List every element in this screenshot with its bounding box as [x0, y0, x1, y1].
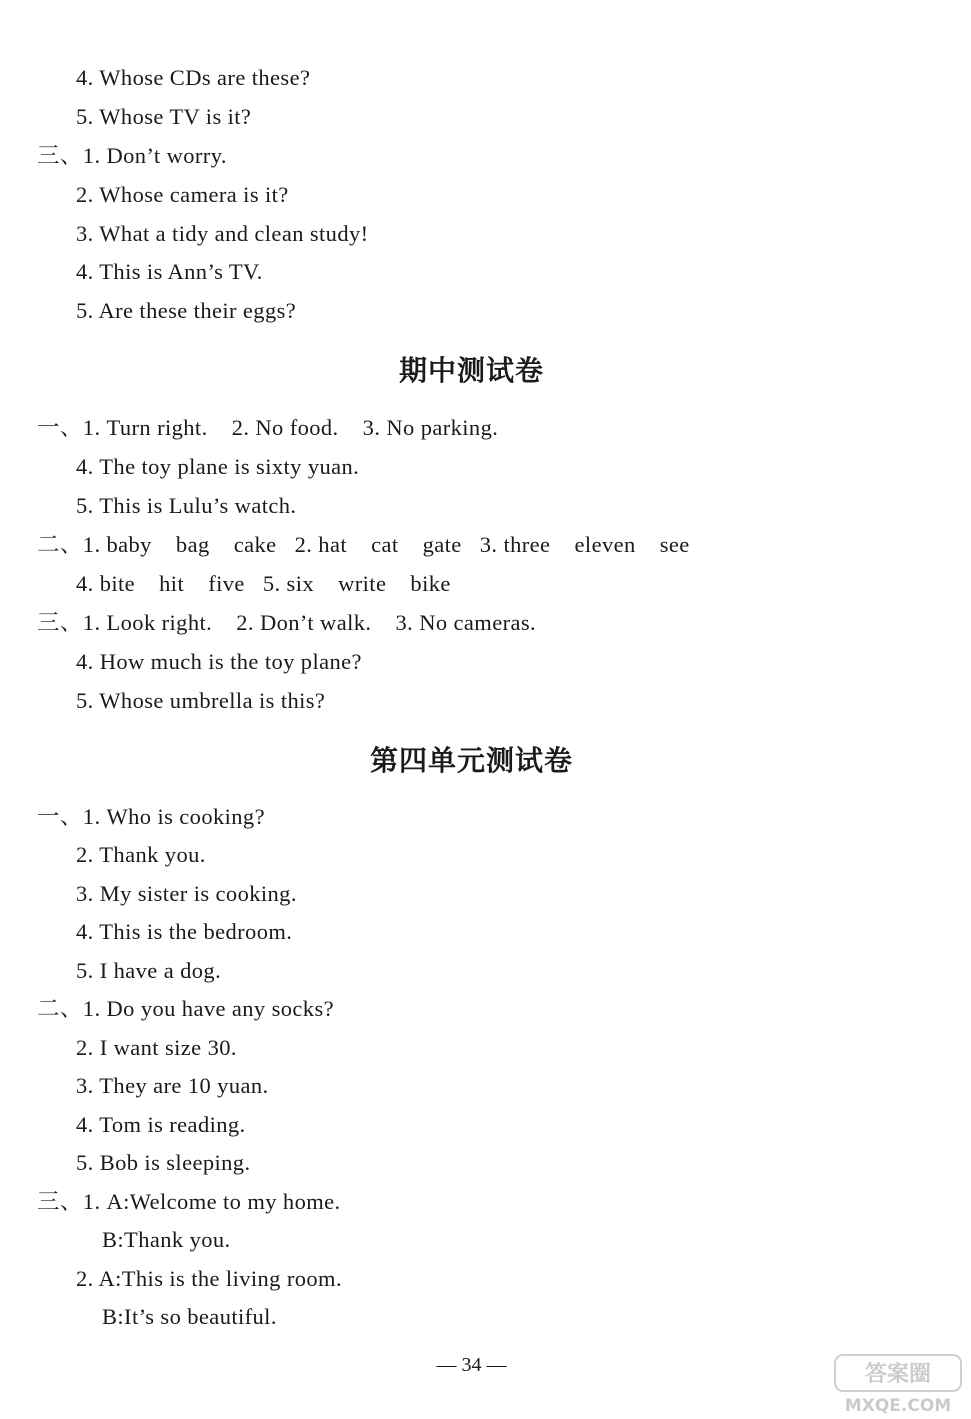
answer-line: 4. bite hit five 5. six write bike: [76, 571, 451, 596]
section-3-answer-line: 三、1. Don’t worry.: [37, 143, 227, 168]
answer-line: 2. I want size 30.: [76, 1035, 237, 1060]
page-number: — 34 —: [436, 1354, 507, 1376]
section-1-answer-line: 一、1. Turn right. 2. No food. 3. No parking.: [37, 415, 499, 440]
answer-line: 4. This is the bedroom.: [76, 919, 293, 944]
section-1-answer-line: 一、1. Who is cooking?: [37, 804, 265, 829]
watermark-logo: [833, 1353, 963, 1415]
section-2-answer-line: 二、1. baby bag cake 2. hat cat gate 3. three eleven see: [37, 532, 690, 557]
answer-line: 5. Are these their eggs?: [76, 298, 297, 323]
answer-line: 4. Tom is reading.: [76, 1112, 246, 1137]
answer-line: 5. Whose umbrella is this?: [76, 688, 326, 713]
answer-line: 2. Whose camera is it?: [76, 182, 289, 207]
answer-line: 3. What a tidy and clean study!: [76, 221, 369, 246]
svg-text:MXQE.COM: MXQE.COM: [844, 1396, 952, 1415]
answer-line: 5. Bob is sleeping.: [76, 1150, 251, 1175]
answer-line: 4. How much is the toy plane?: [76, 649, 362, 674]
answer-line: 3. They are 10 yuan.: [76, 1073, 269, 1098]
answer-line: 2. Thank you.: [76, 842, 206, 867]
section-3-answer-line: 三、1. Look right. 2. Don’t walk. 3. No cameras.: [37, 610, 537, 635]
answer-line: 3. My sister is cooking.: [76, 881, 297, 906]
answer-line: 2. A:This is the living room.: [76, 1266, 342, 1291]
section-3-answer-line: 三、1. A:Welcome to my home.: [37, 1189, 341, 1214]
answer-line: 4. The toy plane is sixty yuan.: [76, 454, 360, 479]
dialogue-line: B:It’s so beautiful.: [102, 1304, 277, 1329]
answer-line: 4. Whose CDs are these?: [76, 65, 311, 90]
answer-line: 5. I have a dog.: [76, 958, 222, 983]
section-2-answer-line: 二、1. Do you have any socks?: [37, 996, 334, 1021]
answer-line: 4. This is Ann’s TV.: [76, 259, 263, 284]
svg-text:答案圈: 答案圈: [864, 1362, 932, 1387]
answer-line: 5. This is Lulu’s watch.: [76, 493, 297, 518]
section-heading-unit4: 第四单元测试卷: [369, 744, 573, 777]
section-heading-midterm: 期中测试卷: [398, 354, 544, 387]
dialogue-line: B:Thank you.: [102, 1227, 231, 1252]
answer-line: 5. Whose TV is it?: [76, 104, 252, 129]
